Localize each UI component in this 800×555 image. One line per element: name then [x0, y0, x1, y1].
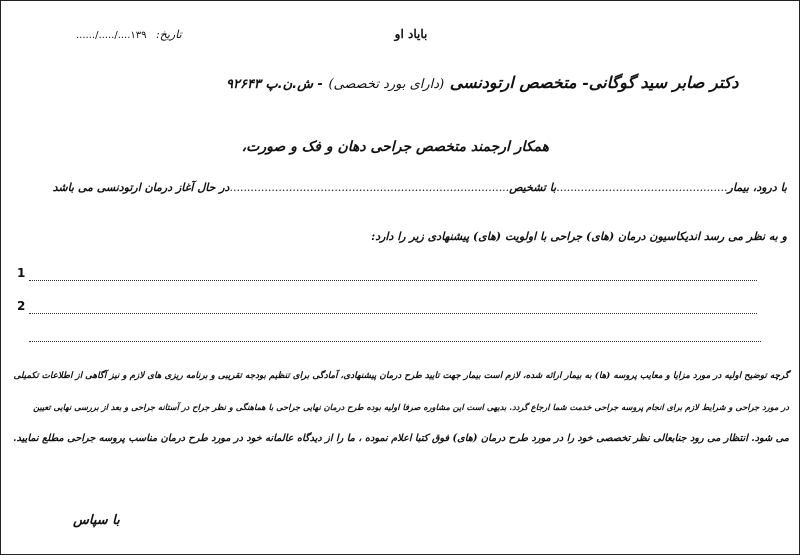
closing-thanks: با سپاس — [73, 513, 120, 528]
date-field — [76, 28, 182, 41]
item-line-3 — [29, 341, 761, 342]
patient-name-blank: ................................................. — [556, 181, 728, 194]
item-number-2: 2 — [17, 299, 26, 313]
doctor-license: - ش.ن.پ ۹۲۶۴۳ — [226, 77, 323, 92]
date-label: تاريخ: — [156, 28, 182, 41]
item-number-1: 1 — [17, 266, 26, 280]
doctor-name: دکتر صابر سید گوگانی- متخصص ارتودنسی — [449, 73, 739, 92]
paragraph-line: در مورد جراحی و شرایط لازم برای انجام پروسه جراحی خدمت شما ارجاع گردد. بدیهی است این مشاوره صرفا اولیه بوده طرح درمان نهایی جراحی با هماهنگی و نظر جراح در آستانه جراحی و بعد از بررسی نهایی تعیین — [33, 402, 789, 412]
greeting: همکار ارجمند متخصص جراحی دهان و فک و صورت، — [241, 139, 549, 155]
consult-paragraph — [13, 361, 789, 454]
bename-heading: باياد او — [394, 27, 428, 41]
patient-line — [53, 181, 787, 194]
patient-text-end: در حال آغاز درمان ارتودنسی می باشد — [52, 181, 230, 194]
item-line-1 — [29, 280, 757, 281]
doctor-specialty: (دارای بورد تخصصی) — [328, 77, 445, 92]
item-line-2 — [29, 313, 757, 314]
doctor-title — [226, 73, 738, 92]
diagnosis-blank: ................................................................................ — [229, 181, 510, 194]
date-value: ۱۳۹..../...../...... — [76, 30, 147, 41]
patient-text-start: با درود، بیمار — [727, 181, 787, 194]
intro-text: و به نظر می رسد اندیکاسیون درمان (های) جراحی با اولویت (های) پیشنهادی زیر را دارد: — [371, 230, 787, 243]
paragraph-line: می شود. انتظار می رود جنابعالی نظر تخصصی خود را در مورد طرح درمان (های) فوق کتبا اعلام نموده ، ما را از دیدگاه عالمانه خود در مورد طرح درمان مناسب پروسه جراحی مطلع نمایید. — [13, 433, 789, 444]
patient-text-mid: با تشخیص — [509, 181, 557, 194]
paragraph-line: گرچه توضیح اولیه در مورد مزایا و معایب پروسه (ها) به بیمار ارائه شده، لازم است بیمار جهت تایید طرح درمان پیشنهادی، آمادگی برای تنظیم بودجه تقریبی و برنامه ریزی های لازم و نیز آگاهی از اطلاعات تکمیلی — [13, 371, 789, 381]
